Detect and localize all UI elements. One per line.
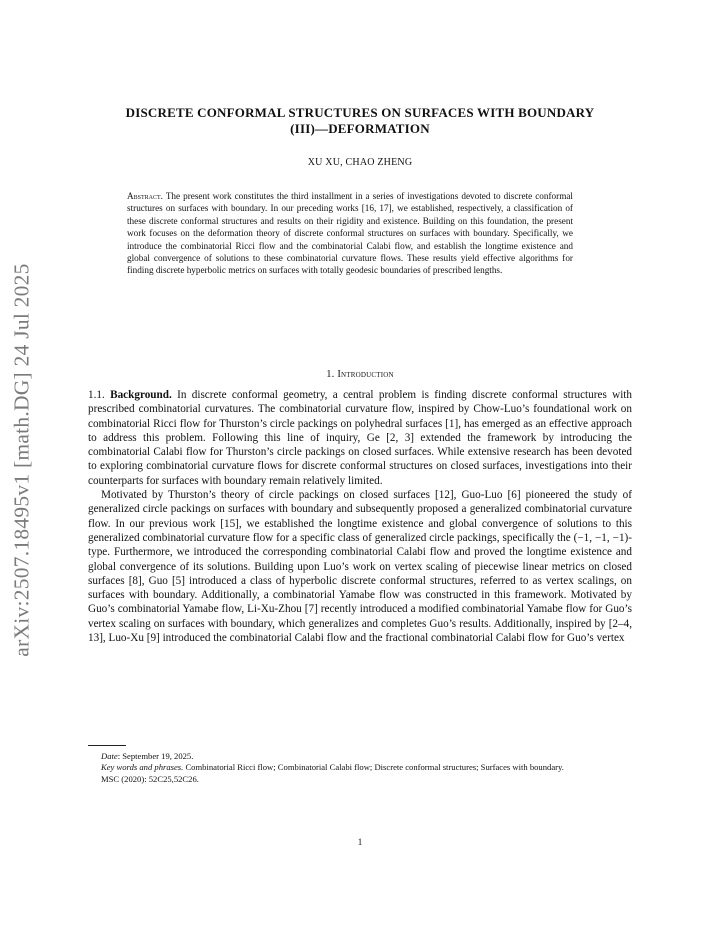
paragraph-1-text: In discrete conformal geometry, a central problem is finding discrete conformal structures with prescribed combinatorial curvatures. The combinatorial curvature flow, inspired by Chow-Luo’s foundational work on combinatorial Ricci flow for Thurston’s circle packings on polyhedral surfaces [1], has emerged as an effective approach to address this problem. Following this line of inquiry, Ge [2, 3] extended the framework by introducing the combinatorial Calabi flow for Thurston’s circle packings on closed surfaces. While extensive research has been devoted to exploring combinatorial curvature flows for discrete conformal structures on closed surfaces, investigations into their counterparts for surfaces with boundary remain relatively limited.	[88, 389, 633, 487]
footnote-msc: MSC (2020): 52C25,52C26.	[101, 773, 199, 784]
section-number: 1.	[326, 369, 335, 380]
paper-title-line-1: DISCRETE CONFORMAL STRUCTURES ON SURFACES WITH BOUNDARY	[125, 105, 595, 120]
section-title: Introduction	[337, 369, 394, 380]
subsection-number: 1.1.	[88, 389, 105, 401]
body-text	[88, 388, 632, 645]
paragraph-background	[88, 388, 632, 488]
footnote-date-label: Date	[101, 751, 118, 761]
arxiv-sidebar	[2, 250, 42, 670]
paragraph-2: Motivated by Thurston’s theory of circle packings on closed surfaces [12], Guo-Luo [6] pioneered the study of generalized circle packings on surfaces with boundary and subsequently proposed a generalized combinatorial curvature flow. In our previous work [15], we established the longtime existence and global convergence of solutions to this generalized combinatorial curvature flow for a specific class of generalized circle packings, specifically the (−1, −1, −1)-type. Furthermore, we introduced the corresponding combinatorial Calabi flow and proved the longtime existence and global convergence of its solutions. Building upon Luo’s work on vertex scaling of piecewise linear metrics on closed surfaces [8], Guo [5] introduced a class of hyperbolic discrete conformal structures, referred to as vertex scalings, on surfaces with boundary. Additionally, a combinatorial Yamabe flow was constructed in this framework. Motivated by Guo’s combinatorial Yamabe flow, Li-Xu-Zhou [7] recently introduced a modified combinatorial Yamabe flow for Guo’s vertex scaling on surfaces with boundary, which generalizes and completes Guo’s results. Additionally, inspired by [2–4, 13], Luo-Xu [9] introduced the combinatorial Calabi flow and the fractional combinatorial Calabi flow for Guo’s vertex	[88, 489, 632, 645]
footnote-keywords-line-1: Combinatorial Ricci flow; Combinatorial Calabi flow; Discrete conformal structures;	[185, 762, 479, 773]
section-heading	[88, 369, 632, 380]
paper-authors: XU XU, CHAO ZHENG	[307, 157, 413, 168]
footnote-date	[88, 751, 632, 762]
paper-title	[88, 105, 632, 137]
paper-title-line-2: (III)—DEFORMATION	[290, 121, 430, 136]
abstract	[127, 190, 573, 277]
page-number: 1	[357, 837, 363, 847]
abstract-text: The present work constitutes the third installment in a series of investigations devoted to discrete conformal structures on surfaces with boundary. In our preceding works [16, 17], we established, respectively, a classification of these discrete conformal structures and results on their rigidity and existence. Building on this foundation, the present work focuses on the deformation theory of discrete conformal structures on surfaces with boundary. Specifically, we introduce the combinatorial Ricci flow and the combinatorial Calabi flow, and establish the longtime existence and global convergence of solutions to these combinatorial curvature flows. These results yield effective algorithms for finding discrete hyperbolic metrics on surfaces with totally geodesic boundaries of prescribed lengths.	[127, 191, 573, 276]
footnote-keywords-line-2: Surfaces with boundary.	[480, 762, 564, 773]
footnote-keywords	[88, 762, 632, 773]
footnote-rule	[88, 745, 126, 746]
abstract-label: Abstract.	[127, 191, 163, 201]
arxiv-identifier: arXiv:2507.18495v1 [math.DG] 24 Jul 2025	[9, 263, 34, 657]
subsection-title: Background.	[110, 389, 172, 401]
footnote-date-value: : September 19, 2025.	[117, 751, 194, 761]
footnotes	[88, 751, 632, 785]
footnote-keywords-label: Key words and phrases.	[101, 762, 184, 773]
